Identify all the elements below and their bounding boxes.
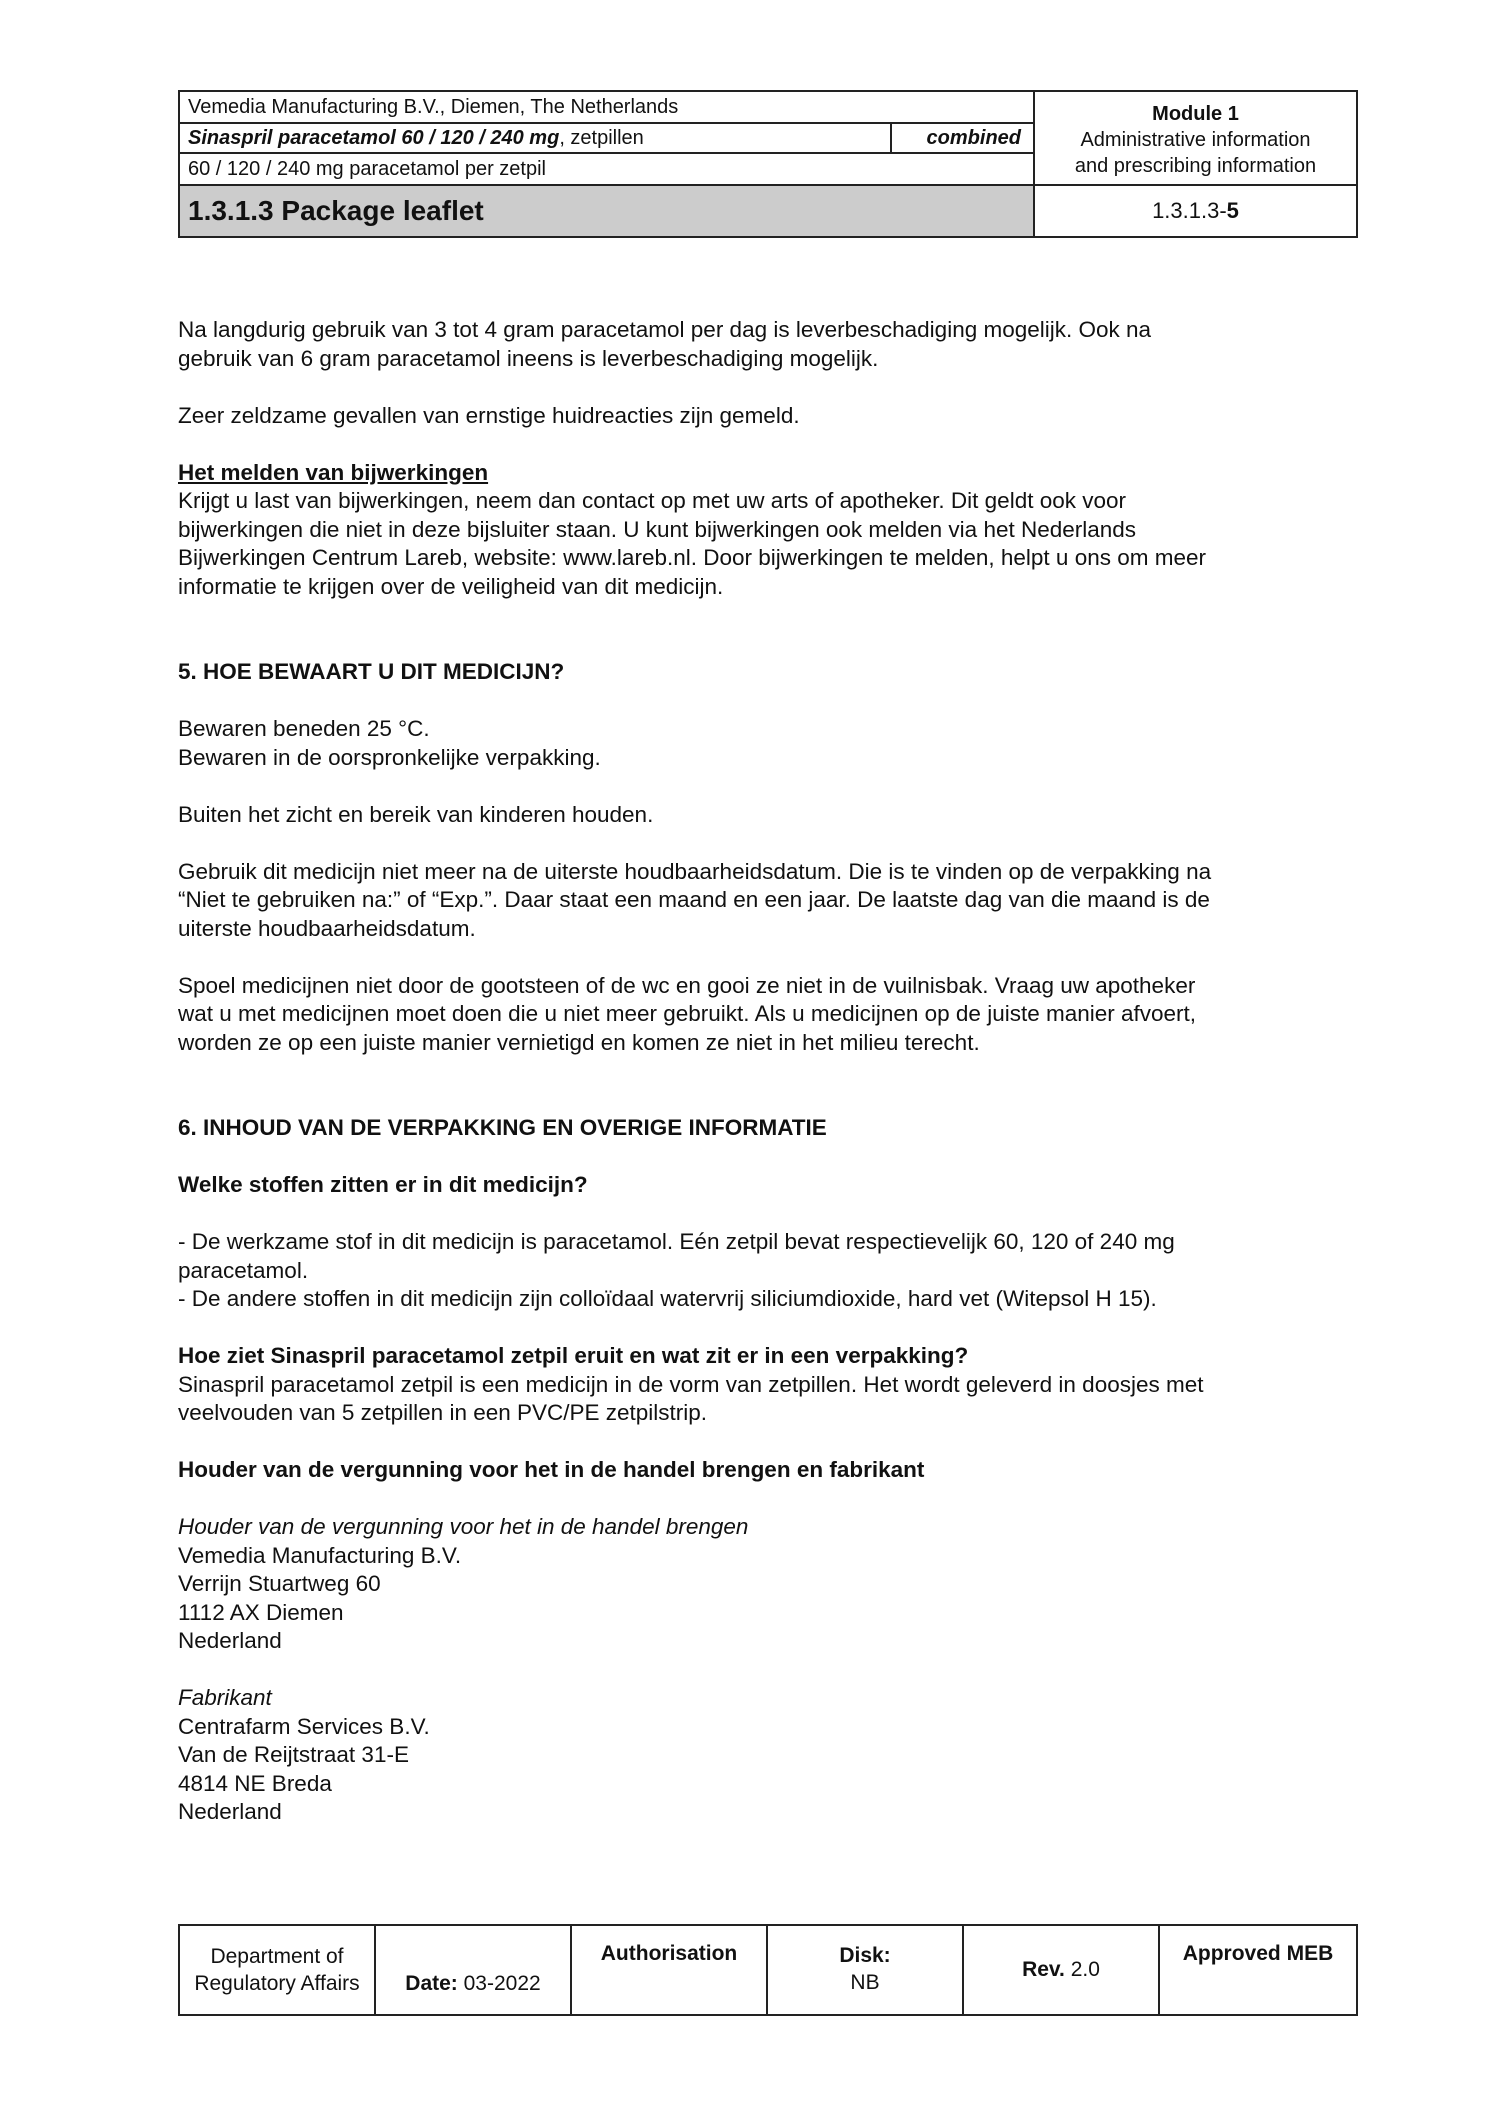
page-code-prefix: 1.3.1.3-	[1152, 198, 1227, 223]
body-line: - De andere stoffen in dit medicijn zijn colloïdaal watervrij siliciumdioxide, hard vet (Witepsol H 15).	[178, 1286, 1157, 1311]
body-line: Spoel medicijnen niet door de gootsteen of de wc en gooi ze niet in de vuilnisbak. Vraag uw apotheker	[178, 972, 1196, 998]
body-line: gebruik van 6 gram paracetamol ineens is leverbeschadiging mogelijk.	[178, 345, 879, 371]
approved-cell: Approved MEB	[1182, 1942, 1334, 1965]
address-line: Nederland	[178, 1628, 282, 1653]
department-cell	[180, 1926, 376, 2014]
department-line-1: Department of	[210, 1945, 344, 1968]
body-line: worden ze op een juiste manier vernietigd en komen ze niet in het milieu terecht.	[178, 1029, 980, 1055]
body-line: Bewaren in de oorspronkelijke verpakking.	[178, 744, 601, 770]
section-5-heading: 5. HOE BEWAART U DIT MEDICIJN?	[178, 659, 565, 684]
holder-label: Houder van de vergunning voor het in de handel brengen	[178, 1514, 749, 1539]
body-line: Bewaren beneden 25 °C.	[178, 716, 430, 741]
revision-value: 2.0	[1064, 1958, 1100, 1981]
address-line: 4814 NE Breda	[178, 1770, 332, 1796]
body-line: Sinaspril paracetamol zetpil is een medicijn in de vorm van zetpillen. Het wordt geleverd in doosjes met	[178, 1371, 1204, 1397]
module-cell	[1035, 92, 1356, 186]
body-line: Zeer zeldzame gevallen van ernstige huidreacties zijn gemeld.	[178, 402, 800, 428]
body-line: veelvouden van 5 zetpillen in een PVC/PE zetpilstrip.	[178, 1400, 708, 1425]
body-line: Gebruik dit medicijn niet meer na de uiterste houdbaarheidsdatum. Die is te vinden op de verpakking na	[178, 858, 1212, 884]
module-line-2: and prescribing information	[1074, 155, 1317, 177]
leaflet-body	[178, 316, 1368, 1827]
manufacturer-label: Fabrikant	[178, 1685, 272, 1710]
section-6-heading: 6. INHOUD VAN DE VERPAKKING EN OVERIGE INFORMATIE	[178, 1115, 827, 1140]
body-line: uiterste houdbaarheidsdatum.	[178, 915, 476, 941]
disk-label: Disk:	[839, 1944, 891, 1967]
section-title-cell	[180, 186, 1035, 236]
disk-value: NB	[850, 1971, 880, 1994]
report-heading: Het melden van bijwerkingen	[178, 459, 489, 485]
address-line: Verrijn Stuartweg 60	[178, 1571, 381, 1596]
date-label: Date:	[405, 1972, 458, 1995]
body-line: - De werkzame stof in dit medicijn is paracetamol. Eén zetpil bevat respectievelijk 60, 120 of 240 mg	[178, 1229, 1175, 1254]
module-title: Module 1	[1152, 103, 1239, 125]
body-line: “Niet te gebruiken na:” of “Exp.”. Daar staat een maand en een jaar. De laatste dag van die maand is de	[178, 887, 1210, 912]
product-row	[180, 124, 1035, 154]
body-line: Na langdurig gebruik van 3 tot 4 gram paracetamol per dag is leverbeschadiging mogelijk. Ook na	[178, 317, 1152, 342]
address-line: Vemedia Manufacturing B.V.	[178, 1542, 462, 1568]
date-cell	[376, 1926, 572, 2014]
header-table	[178, 90, 1358, 238]
subheading-ingredients: Welke stoffen zitten er in dit medicijn?	[178, 1172, 588, 1197]
body-line: Buiten het zicht en bereik van kinderen houden.	[178, 801, 654, 827]
address-line: Nederland	[178, 1799, 282, 1824]
company-name: Vemedia Manufacturing B.V., Diemen, The Netherlands	[188, 95, 679, 118]
body-line: paracetamol.	[178, 1257, 309, 1283]
company-cell	[180, 92, 1035, 124]
revision-cell	[964, 1926, 1160, 2014]
subheading-appearance: Hoe ziet Sinaspril paracetamol zetpil eruit en wat zit er in een verpakking?	[178, 1343, 969, 1368]
body-line: wat u met medicijnen moet doen die u niet meer gebruikt. Als u medicijnen op de juiste manier afvoert,	[178, 1001, 1197, 1026]
department-line-2: Regulatory Affairs	[194, 1972, 360, 1995]
combined-cell: combined	[926, 126, 1021, 149]
product-form: , zetpillen	[559, 126, 644, 149]
authorisation-cell: Authorisation	[572, 1926, 768, 2014]
strength-cell	[180, 154, 1035, 186]
address-line: 1112 AX Diemen	[178, 1599, 344, 1625]
body-line: informatie te krijgen over de veiligheid van dit medicijn.	[178, 573, 724, 599]
disk-cell	[768, 1926, 964, 2014]
body-line: Krijgt u last van bijwerkingen, neem dan contact op met uw arts of apotheker. Dit geldt ook voor	[178, 488, 1127, 513]
page-code-cell	[1035, 186, 1356, 236]
product-name: Sinaspril paracetamol 60 / 120 / 240 mg	[188, 126, 560, 149]
strength-text: 60 / 120 / 240 mg paracetamol per zetpil	[188, 157, 546, 180]
body-line: bijwerkingen die niet in deze bijsluiter staan. U kunt bijwerkingen ook melden via het Nederlands	[178, 516, 1137, 542]
footer-table	[178, 1924, 1358, 2016]
address-line: Van de Reijtstraat 31-E	[178, 1742, 409, 1767]
subheading-holder: Houder van de vergunning voor het in de handel brengen en fabrikant	[178, 1457, 925, 1482]
date-value: 03-2022	[457, 1972, 541, 1995]
module-line-1: Administrative information	[1080, 129, 1311, 151]
product-cell	[180, 124, 892, 152]
page-code-number: 5	[1226, 198, 1239, 223]
body-line: Bijwerkingen Centrum Lareb, website: www.lareb.nl. Door bijwerkingen te melden, helpt u ons om meer	[178, 545, 1206, 570]
revision-label: Rev.	[1022, 1958, 1065, 1981]
section-title: 1.3.1.3 Package leaflet	[188, 195, 484, 226]
address-line: Centrafarm Services B.V.	[178, 1713, 430, 1739]
